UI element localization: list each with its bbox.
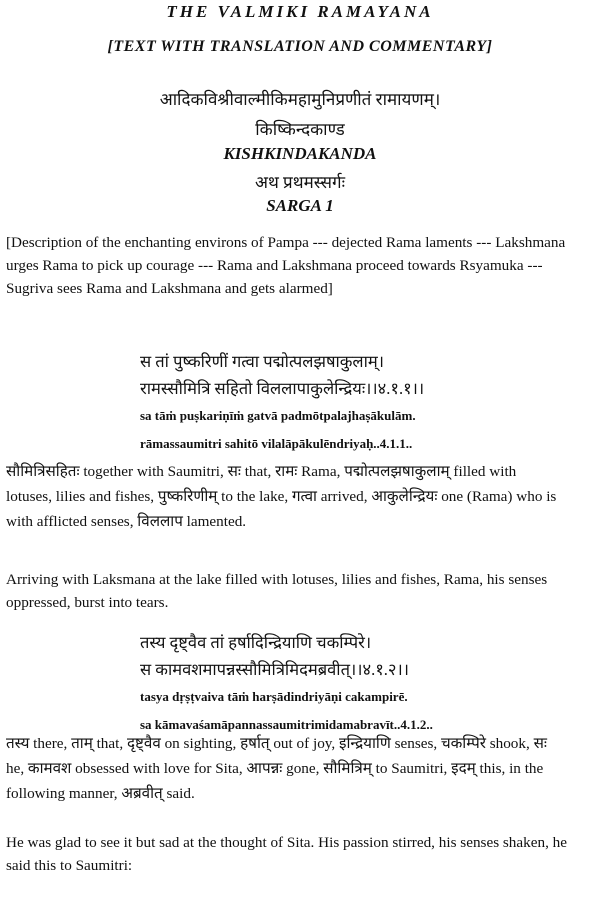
word-gloss-2 [6, 731, 596, 806]
description-line: [Description of the enchanting environs of Pampa --- dejected Rama laments --- Lakshmana [6, 234, 566, 251]
gloss-line: सौमित्रिसहितः together with Saumitri, सः that, रामः Rama, पद्मोत्पलझषाकुलाम् filled with [6, 463, 517, 480]
heading-kanda-name: KISHKINDAKANDA [223, 144, 377, 163]
translation-line: Arriving with Laksmana at the lake filled with lotuses, lilies and fishes, Rama, his senses [6, 571, 548, 588]
verse-devanagari-line: रामस्सौमित्रि सहितो विललापाकुलेन्द्रियः।।४.१.१।। [140, 379, 425, 398]
sarga-description [6, 231, 596, 300]
gloss-line: following manner, अब्रवीत् said. [6, 785, 195, 802]
translation-2 [6, 831, 596, 877]
description-line: Sugriva sees Rama and Lakshmana and gets alarmed] [6, 280, 333, 297]
verse-1 [140, 348, 590, 458]
verse-transliteration-line: sa kāmavaśamāpannassaumitrimidamabravīt..4.1.2.. [140, 717, 433, 732]
verse-transliteration-line: rāmassaumitri sahitō vilalāpākulēndriyaḥ..4.1.1.. [140, 436, 413, 451]
translation-line: He was glad to see it but sad at the thought of Sita. His passion stirred, his senses shaken, he [6, 834, 568, 851]
verse-devanagari-line: स तां पुष्करिणीं गत्वा पद्मोत्पलझषाकुलाम्। [140, 352, 385, 371]
translation-1 [6, 568, 596, 614]
gloss-line: he, कामवश obsessed with love for Sita, आपन्नः gone, सौमित्रिम् to Saumitri, इदम् this, in the [6, 760, 544, 777]
word-gloss-1 [6, 459, 596, 534]
verse-devanagari-line: स कामवशमापन्नस्सौमित्रिमिदमब्रवीत्।।४.१.२।। [140, 660, 409, 679]
heading-sanskrit-sarga: अथ प्रथमस्सर्गः [254, 173, 346, 192]
book-title: THE VALMIKI RAMAYANA [166, 2, 434, 21]
book-subtitle: [TEXT WITH TRANSLATION AND COMMENTARY] [107, 38, 493, 55]
gloss-line: lotuses, lilies and fishes, पुष्करिणीम् to the lake, गत्वा arrived, आकुलेन्द्रियः one (Rama) who is [6, 488, 557, 505]
verse-devanagari-line: तस्य दृष्ट्वैव तां हर्षादिन्द्रियाणि चकम्पिरे। [140, 633, 372, 652]
heading-sarga-number: SARGA 1 [266, 196, 334, 215]
verse-transliteration-line: sa tāṁ puṣkariṇīṁ gatvā padmōtpalajhaṣākulām. [140, 408, 416, 423]
gloss-line: with afflicted senses, विललाप lamented. [6, 513, 247, 530]
verse-2 [140, 629, 590, 739]
description-line: urges Rama to pick up courage --- Rama and Lakshmana proceed towards Rsyamuka --- [6, 257, 543, 274]
heading-sanskrit-ramayana: आदिकविश्रीवाल्मीकिमहामुनिप्रणीतं रामायणम्। [159, 90, 441, 109]
gloss-line: तस्य there, ताम् that, दृष्ट्वैव on sighting, हर्षात् out of joy, इन्द्रियाणि senses, चकम्पिरे shook, सः [6, 735, 547, 752]
translation-line: said this to Saumitri: [6, 857, 133, 874]
verse-transliteration-line: tasya dṛṣṭvaiva tāṁ harṣādindriyāṇi cakampirē. [140, 689, 408, 704]
heading-sanskrit-kanda: किष्किन्दकाण्ड [255, 120, 345, 139]
translation-line: oppressed, burst into tears. [6, 594, 169, 611]
